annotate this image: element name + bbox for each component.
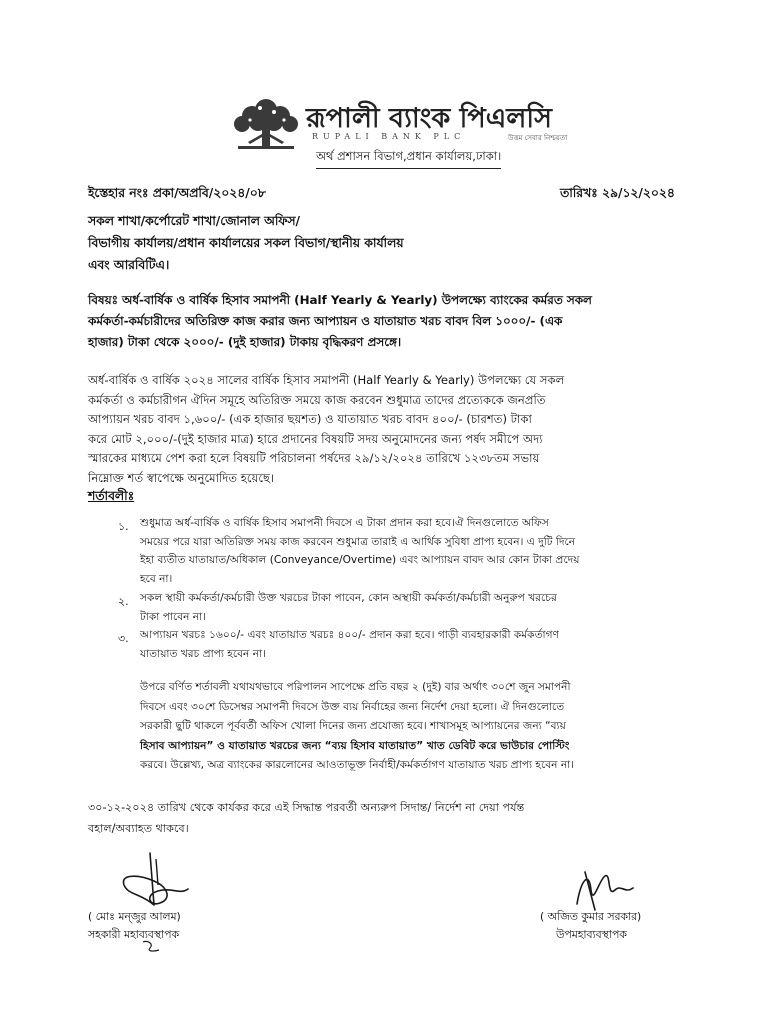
recipient-line: এবং আরবিটিএ। — [88, 258, 170, 272]
signatory-right-title: উপমহাব্যবস্থাপক — [556, 928, 627, 941]
body-line: করে মোট ২,০০০/-(দুই হাজার মাত্র) হারে প্রদানের বিষয়টি সদয় অনুমোদনের জন্য পর্ষদ সমীপে অদ্য — [88, 431, 543, 446]
condition-line: শুধুমাত্র অর্ধ-বার্ষিক ও বার্ষিক হিসাব সমাপনী দিবসে এ টাকা প্রদান করা হবে।ঐ দিনগুলোতে অফিস — [140, 517, 549, 529]
closing-line: করবে। উল্লেখ্য, অত্র ব্যাংকের কারলোনের আওতাভূক্ত নির্বাহী/কর্মকর্তাগণ যাতায়াত খরচ প্রাপ্য হবেন না। — [140, 759, 575, 771]
condition-text — [140, 514, 580, 589]
condition-line: যাতায়াত খরচ প্রাপ্য হবেন না। — [140, 647, 266, 660]
signatory-right-name: ( অজিত কুমার সরকার) — [540, 910, 642, 923]
subject — [88, 290, 592, 353]
effective-line: বহাল/অব্যাহত থাকবে। — [88, 822, 189, 835]
body-line: নিম্নোক্ত শর্ত স্বাপেক্ষে অনুমোদিত হয়েছে। — [88, 470, 275, 485]
bank-tagline: উত্তম সেবার নিশ্চয়তা — [508, 134, 568, 142]
subject-line: কর্মকর্তা-কর্মচারীদের অতিরিক্ত কাজ করার জন্য আপ্যায়ন ও যাতায়াত খরচ বাবদ বিল ১০০০/- (এক — [88, 314, 563, 328]
condition-line: সময়ের পরে যারা অতিরিক্ত সময় কাজ করবেন শুধুমাত্র তারাই এ আর্থিক সুবিধা প্রাপ্য হবেন। এ দুটি দিনে — [140, 535, 576, 548]
body-line: আপ্যায়ন খরচ বাবদ ১,৬০০/- (এক হাজার ছয়শত) ও যাতায়াত খরচ বাবদ ৪০০/- (চারশত) টাকা — [88, 412, 532, 426]
condition-number: ২. — [118, 595, 129, 608]
recipient-line: সকল শাখা/কর্পোরেট শাখা/জোনাল অফিস/ — [88, 214, 300, 228]
bank-name-bengali: রূপালী ব্যাংক পিএলসি — [306, 103, 552, 134]
effective-note — [88, 797, 524, 839]
closing-line: সরকারী ছুটি থাকলে পূর্ববর্তী অফিস খোলা দিনের জন্য প্রযোজ্য হবে। শাখাসমূহ আপ্যায়নের জন্য “ব্যয় — [140, 720, 566, 732]
department-line: অর্থ প্রশাসন বিভাগ,প্রধান কার্যালয়,ঢাকা। — [316, 148, 501, 169]
body-paragraph — [88, 371, 564, 488]
conditions-heading: শর্তাবলীঃ — [88, 489, 135, 503]
initial-mark-icon — [140, 938, 162, 954]
condition-number: ৩. — [118, 632, 129, 645]
closing-paragraph — [140, 678, 574, 776]
subject-line: বিষয়ঃ অর্ধ-বার্ষিক ও বার্ষিক হিসাব সমাপনী (Half Yearly & Yearly) উপলক্ষ্যে ব্যাংকের কর্মরত সকল — [88, 293, 592, 307]
condition-line: টাকা পাবেন না। — [140, 610, 206, 623]
body-line: কর্মকর্তা ও কর্মচারীগন ঐদিন সমূহে অতিরিক্ত সময়ে কাজ করবেন শুধুমাত্র তাদের প্রত্যেককে জনপ্রতি — [88, 392, 546, 407]
condition-line: ইহা ব্যতীত যাতায়াত/অধিকাল (Conveyance/Overtime) এবং আপ্যায়ন বাবদ আর কোন টাকা প্রদেয় — [140, 554, 580, 567]
recipient-line: বিভাগীয় কার্যালয়/প্রধান কার্যালয়ের সকল বিভাগ/স্থানীয় কার্যালয় — [88, 236, 404, 250]
letterhead — [230, 96, 570, 176]
condition-text — [140, 626, 559, 663]
subject-line: হাজার) টাকা থেকে ২০০০/- (দুই হাজার) টাকায় বৃদ্ধিকরণ প্রসঙ্গে। — [88, 335, 402, 349]
closing-line: উপরে বর্ণিত শর্তাবলী যথাযথভাবে পরিপালন সাপেক্ষে প্রতি বছর ২ (দুই) বার অর্থাৎ ৩০শে জুন সমাপনী — [140, 681, 571, 693]
condition-text — [140, 589, 557, 626]
signature-left-icon — [110, 845, 200, 915]
body-line: স্মারকের মাধ্যমে পেশ করা হলে বিষয়টি পরিচালনা পর্ষদের ২৯/১২/২০২৪ তারিখে ১২৩৮তম সভায় — [88, 451, 540, 465]
closing-line: হিসাব আপ্যায়ন” ও যাতায়াত খরচের জন্য “ব্যয় হিসাব যাতায়াত” খাত ডেবিট করে ভাউচার পোস্টিং — [140, 739, 570, 752]
circular-date: তারিখঃ ২৯/১২/২০২৪ — [560, 186, 675, 200]
closing-line: দিবসে এবং ৩০শে ডিসেম্বর সমাপনী দিবসে উক্ত ব্যয় নির্বাহের জন্য নির্দেশ দেয়া হলো। ঐ দিনগুলোতে — [140, 700, 565, 713]
condition-line: সকল স্থায়ী কর্মকর্তা/কর্মচারী উক্ত খরচের টাকা পাবেন, কোন অস্থায়ী কর্মকর্তা/কর্মচারী অনুরুপ খরচের — [140, 592, 557, 604]
effective-line: ৩০-১২-২০২৪ তারিখ থেকে কার্যকর করে এই সিদ্ধান্ত পরবর্তী অন্যরুপ সিদান্ত/ নির্দেশ না দেয়া পর্যন্ত — [88, 801, 525, 814]
circular-number: ইস্তেহার নংঃ প্রকা/অপ্রবি/২০২৪/০৮ — [88, 186, 266, 200]
bank-name-english: RUPALI BANK PLC — [312, 132, 466, 141]
signatory-left-name: ( মোঃ মন্জুর আলম) — [88, 910, 181, 923]
condition-number: ১. — [118, 520, 129, 533]
bank-tree-logo-icon — [230, 96, 302, 152]
signatory-left-title: সহকারী মহাব্যবস্থাপক — [88, 928, 180, 941]
condition-line: আপ্যায়ন খরচঃ ১৬০০/- এবং যাতায়াত খরচঃ ৪০০/- প্রদান করা হবে। গাড়ী ব্যবহারকারী কর্মকর্তাগণ — [140, 629, 559, 641]
condition-line: হবে না। — [140, 573, 173, 586]
body-line: অর্ধ-বার্ষিক ও বার্ষিক ২০২৪ সালের বার্ষিক হিসাব সমাপনী (Half Yearly & Yearly) উপলক্ষ্যে যে সকল — [88, 373, 565, 387]
